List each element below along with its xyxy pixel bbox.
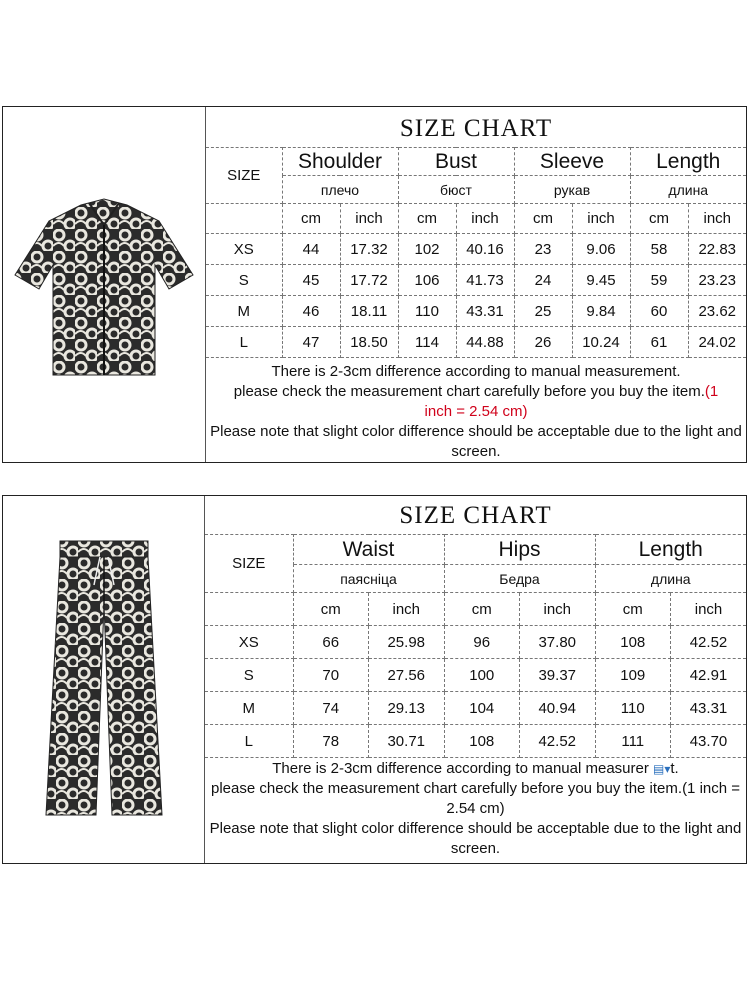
empty-cell bbox=[206, 204, 282, 234]
size-cell: L bbox=[205, 725, 293, 758]
note-line bbox=[205, 759, 746, 779]
col-header-en: Length bbox=[595, 535, 746, 565]
table-row bbox=[206, 265, 746, 296]
value-cell: 9.84 bbox=[572, 296, 630, 327]
note-text: please check the measurement chart carefully before you buy the item. bbox=[233, 383, 705, 400]
value-cell: 42.52 bbox=[671, 626, 747, 659]
note-red-text: (1 bbox=[704, 383, 719, 400]
measurement-notes bbox=[205, 759, 746, 863]
value-cell: 60 bbox=[630, 296, 688, 327]
value-cell: 66 bbox=[293, 626, 369, 659]
note-line: Please note that slight color difference should be acceptable due to the light and screen. bbox=[210, 423, 742, 460]
value-cell: 41.73 bbox=[456, 265, 514, 296]
value-cell: 18.11 bbox=[340, 296, 398, 327]
unit-cell: cm bbox=[293, 593, 369, 626]
measurement-notes bbox=[206, 362, 746, 462]
value-cell: 30.71 bbox=[369, 725, 445, 758]
value-cell: 42.91 bbox=[671, 659, 747, 692]
shirt-size-table bbox=[206, 147, 746, 358]
col-header-en: Bust bbox=[398, 148, 514, 176]
value-cell: 42.52 bbox=[520, 725, 596, 758]
note-line: There is 2-3cm difference according to manual measurement. bbox=[271, 363, 681, 380]
value-cell: 70 bbox=[293, 659, 369, 692]
table-row bbox=[205, 626, 746, 659]
note-red-line: inch = 2.54 cm) bbox=[424, 403, 528, 420]
unit-cell: inch bbox=[688, 204, 746, 234]
unit-cell: inch bbox=[369, 593, 445, 626]
value-cell: 58 bbox=[630, 234, 688, 265]
value-cell: 18.50 bbox=[340, 327, 398, 358]
value-cell: 40.94 bbox=[520, 692, 596, 725]
shirt-size-chart bbox=[206, 107, 746, 462]
unit-cell: inch bbox=[671, 593, 747, 626]
pants-size-table bbox=[205, 534, 746, 758]
value-cell: 39.37 bbox=[520, 659, 596, 692]
pants-size-chart bbox=[205, 496, 746, 863]
shirt-illustration bbox=[9, 185, 199, 385]
value-cell: 23.62 bbox=[688, 296, 746, 327]
value-cell: 102 bbox=[398, 234, 456, 265]
value-cell: 26 bbox=[514, 327, 572, 358]
value-cell: 46 bbox=[282, 296, 340, 327]
table-row bbox=[205, 659, 746, 692]
empty-cell bbox=[205, 593, 293, 626]
table-row bbox=[206, 296, 746, 327]
value-cell: 25.98 bbox=[369, 626, 445, 659]
size-cell: XS bbox=[205, 626, 293, 659]
table-row bbox=[205, 692, 746, 725]
unit-cell: inch bbox=[340, 204, 398, 234]
value-cell: 25 bbox=[514, 296, 572, 327]
size-cell: M bbox=[206, 296, 282, 327]
value-cell: 17.32 bbox=[340, 234, 398, 265]
unit-cell: inch bbox=[456, 204, 514, 234]
value-cell: 29.13 bbox=[369, 692, 445, 725]
chart-title: SIZE CHART bbox=[399, 502, 552, 529]
value-cell: 44.88 bbox=[456, 327, 514, 358]
col-header-ru: паясніца bbox=[293, 565, 444, 593]
note-line: Please note that slight color difference should be acceptable due to the light and screen. bbox=[209, 820, 742, 858]
size-header: SIZE bbox=[205, 535, 293, 593]
note-text: There is 2-3cm difference according to manual measurer bbox=[272, 760, 649, 777]
value-cell: 27.56 bbox=[369, 659, 445, 692]
value-cell: 110 bbox=[398, 296, 456, 327]
value-cell: 61 bbox=[630, 327, 688, 358]
value-cell: 114 bbox=[398, 327, 456, 358]
value-cell: 108 bbox=[444, 725, 520, 758]
value-cell: 78 bbox=[293, 725, 369, 758]
note-text: t. bbox=[670, 760, 679, 777]
col-header-ru: длина bbox=[595, 565, 746, 593]
unit-cell: cm bbox=[595, 593, 671, 626]
value-cell: 10.24 bbox=[572, 327, 630, 358]
value-cell: 109 bbox=[595, 659, 671, 692]
value-cell: 74 bbox=[293, 692, 369, 725]
size-cell: S bbox=[205, 659, 293, 692]
col-header-ru: длина bbox=[630, 176, 746, 204]
unit-cell: cm bbox=[282, 204, 340, 234]
col-header-en: Shoulder bbox=[282, 148, 398, 176]
col-header-en: Waist bbox=[293, 535, 444, 565]
unit-cell: cm bbox=[398, 204, 456, 234]
value-cell: 43.31 bbox=[456, 296, 514, 327]
value-cell: 17.72 bbox=[340, 265, 398, 296]
col-header-en: Hips bbox=[444, 535, 595, 565]
value-cell: 59 bbox=[630, 265, 688, 296]
col-header-ru: бюст bbox=[398, 176, 514, 204]
value-cell: 23 bbox=[514, 234, 572, 265]
unit-cell: inch bbox=[520, 593, 596, 626]
col-header-ru: Бедра bbox=[444, 565, 595, 593]
value-cell: 40.16 bbox=[456, 234, 514, 265]
value-cell: 9.06 bbox=[572, 234, 630, 265]
value-cell: 47 bbox=[282, 327, 340, 358]
note-line: please check the measurement chart carefully before you buy the item.(1 inch = 2.54 cm) bbox=[210, 780, 741, 818]
unit-cell: inch bbox=[572, 204, 630, 234]
col-header-en: Sleeve bbox=[514, 148, 630, 176]
col-header-en: Length bbox=[630, 148, 746, 176]
unit-cell: cm bbox=[444, 593, 520, 626]
unit-cell: cm bbox=[514, 204, 572, 234]
value-cell: 9.45 bbox=[572, 265, 630, 296]
value-cell: 100 bbox=[444, 659, 520, 692]
size-cell: S bbox=[206, 265, 282, 296]
shirt-size-panel bbox=[2, 106, 747, 463]
chart-title: SIZE CHART bbox=[399, 115, 553, 142]
value-cell: 24 bbox=[514, 265, 572, 296]
translate-icon[interactable]: ▤▾ bbox=[653, 762, 671, 777]
value-cell: 45 bbox=[282, 265, 340, 296]
value-cell: 104 bbox=[444, 692, 520, 725]
value-cell: 111 bbox=[595, 725, 671, 758]
value-cell: 24.02 bbox=[688, 327, 746, 358]
value-cell: 96 bbox=[444, 626, 520, 659]
pants-photo bbox=[3, 496, 205, 863]
pants-size-panel bbox=[2, 495, 747, 864]
table-row bbox=[206, 234, 746, 265]
value-cell: 37.80 bbox=[520, 626, 596, 659]
table-row bbox=[205, 725, 746, 758]
size-header: SIZE bbox=[206, 148, 282, 204]
value-cell: 43.31 bbox=[671, 692, 747, 725]
value-cell: 43.70 bbox=[671, 725, 747, 758]
col-header-ru: рукав bbox=[514, 176, 630, 204]
value-cell: 44 bbox=[282, 234, 340, 265]
value-cell: 106 bbox=[398, 265, 456, 296]
pants-illustration bbox=[34, 535, 174, 825]
value-cell: 23.23 bbox=[688, 265, 746, 296]
unit-cell: cm bbox=[630, 204, 688, 234]
size-cell: XS bbox=[206, 234, 282, 265]
table-row bbox=[206, 327, 746, 358]
value-cell: 110 bbox=[595, 692, 671, 725]
size-cell: L bbox=[206, 327, 282, 358]
size-cell: M bbox=[205, 692, 293, 725]
shirt-photo bbox=[3, 107, 206, 462]
value-cell: 22.83 bbox=[688, 234, 746, 265]
value-cell: 108 bbox=[595, 626, 671, 659]
note-line bbox=[206, 382, 746, 402]
col-header-ru: плечо bbox=[282, 176, 398, 204]
